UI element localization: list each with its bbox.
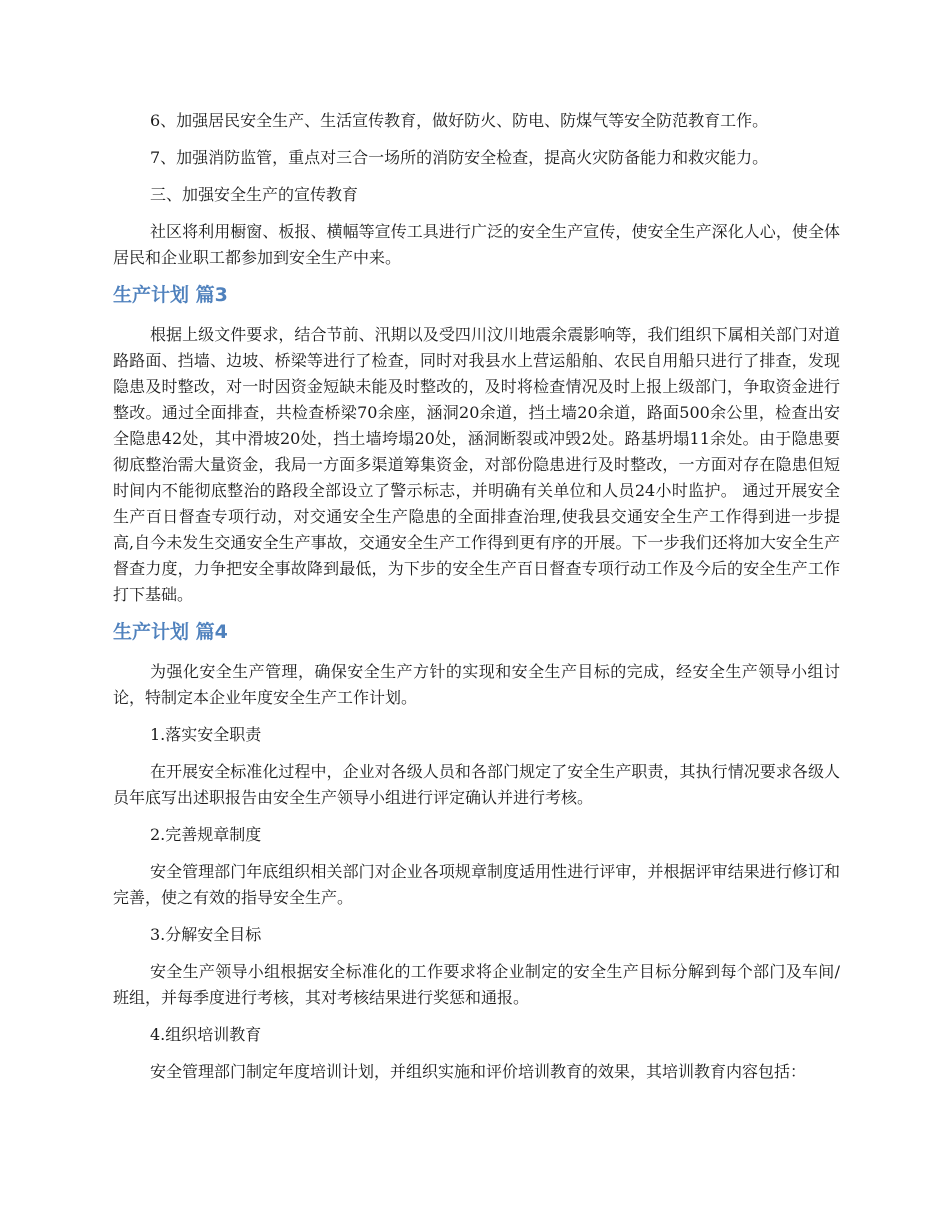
paragraph: 在开展安全标准化过程中，企业对各级人员和各部门规定了安全生产职责，其执行情况要求各级人员年底写出述职报告由安全生产领导小组进行评定确认并进行考核。 <box>113 762 840 807</box>
list-item-title: 2.完善规章制度 <box>150 825 262 844</box>
list-item-title: 4.组织培训教育 <box>150 1025 262 1044</box>
list-item-title: 1.落实安全职责 <box>150 725 262 744</box>
paragraph: 7、加强消防监管，重点对三合一场所的消防安全检查，提高火灾防备能力和救灾能力。 <box>150 148 769 167</box>
paragraph: 为强化安全生产管理，确保安全生产方针的实现和安全生产目标的完成，经安全生产领导小组讨论，特制定本企业年度安全生产工作计划。 <box>113 662 840 707</box>
paragraph: 根据上级文件要求，结合节前、汛期以及受四川汶川地震余震影响等，我们组织下属相关部门对道路路面、挡墙、边坡、桥梁等进行了检查，同时对我县水上营运船舶、农民自用船只进行了排查，发现隐患及时整改，对一时因资金短缺未能及时整改的，及时将检查情况及时上报上级部门，争取资金进行整改。通过全面排查，共检查桥梁70余座，涵洞20余道，挡土墙20余道，路面500余公里，检查出安全隐患42处，其中滑坡20处，挡土墙垮塌20处，涵洞断裂或冲毁2处。路基坍塌11余处。由于隐患要彻底整治需大量资金，我局一方面多渠道筹集资金，对部份隐患进行及时整改，一方面对存在隐患但短时间内不能彻底整治的路段全部设立了警示标志，并明确有关单位和人员24小时监护。 通过开展安全生产百日督查专项行动，对交通安全生产隐患的全面排查治理,使我县交通安全生产工作得到进一步提高,自今未发生交通安全生产事故，交通安全生产工作得到更有序的开展。下一步我们还将加大安全生产督查力度，力争把安全事故降到最低，为下步的安全生产百日督查专项行动工作及今后的安全生产工作打下基础。 <box>113 325 840 604</box>
paragraph: 安全生产领导小组根据安全标准化的工作要求将企业制定的安全生产目标分解到每个部门及车间/班组，并每季度进行考核，其对考核结果进行奖惩和通报。 <box>113 962 840 1007</box>
document-page <box>113 108 840 1096</box>
paragraph: 6、加强居民安全生产、生活宣传教育，做好防火、防电、防煤气等安全防范教育工作。 <box>150 111 769 130</box>
paragraph: 安全管理部门年底组织相关部门对企业各项规章制度适用性进行评审，并根据评审结果进行修订和完善，使之有效的指导安全生产。 <box>113 862 840 907</box>
list-item-title: 3.分解安全目标 <box>150 925 262 944</box>
paragraph: 社区将利用橱窗、板报、横幅等宣传工具进行广泛的安全生产宣传，使安全生产深化人心，使全体居民和企业职工都参加到安全生产中来。 <box>113 222 840 267</box>
section-heading: 生产计划 篇4 <box>113 621 228 643</box>
section-heading: 生产计划 篇3 <box>113 284 228 306</box>
paragraph: 安全管理部门制定年度培训计划，并组织实施和评价培训教育的效果，其培训教育内容包括： <box>150 1062 807 1081</box>
section-subheading: 三、加强安全生产的宣传教育 <box>150 185 359 204</box>
